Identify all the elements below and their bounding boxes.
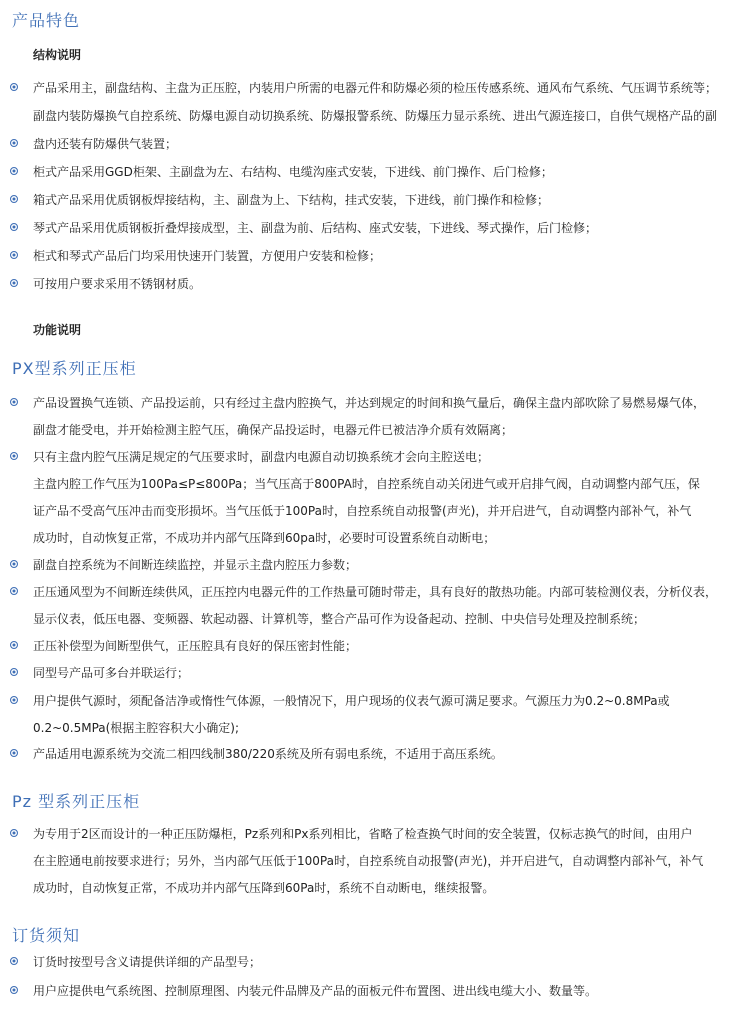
bullet-icon [10,398,18,406]
bullet-icon [10,195,18,203]
bullet-icon [10,829,18,837]
bullet-icon [10,641,18,649]
structure-label: 结构说明 [33,48,82,62]
pz-line: 成功时，自动恢复正常，不成功并内部气压降到60Pa时，系统不自动断电，继续报警。 [33,881,495,895]
bullet-icon [10,957,18,965]
feature-line: 产品采用主，副盘结构、主盘为正压腔，内装用户所需的电器元件和防爆必须的检压传感系统、通风布气系统、气压调节系统等； [33,81,718,95]
px-line: 只有主盘内腔气压满足规定的气压要求时，副盘内电源自动切换系统才会向主腔送电； [33,450,490,464]
bullet-icon [10,223,18,231]
features-heading: 产品特色 [12,11,81,30]
px-line: 产品适用电源系统为交流二相四线制380/220系统及所有弱电系统，不适用于高压系统。 [33,747,503,761]
px-line: 显示仪表，低压电器、变频器、软起动器、计算机等，整合产品可作为设备起动、控制、中央信号处理及控制系统； [33,612,646,626]
feature-line: 副盘内装防爆换气自控系统、防爆电源自动切换系统、防爆报警系统、防爆压力显示系统、进出气源连接口，自供气规格产品的副 [33,109,718,123]
bullet-icon [10,668,18,676]
feature-line: 可按用户要求采用不锈钢材质。 [33,277,202,291]
pz-line: 为专用于2区而设计的一种正压防爆柜，Pz系列和Px系列相比，省略了检查换气时间的安全装置，仅标志换气的时间，由用户 [33,827,693,841]
pz-line: 在主腔通电前按要求进行；另外，当内部气压低于100Pa时，自控系统自动报警(声光)，并开启进气，自动调整内部补气，补气 [33,854,704,868]
order-heading: 订货须知 [12,926,81,945]
px-line: 副盘才能受电，并开始检测主腔气压，确保产品投运时，电器元件已被洁净介质有效隔离； [33,423,514,437]
bullet-icon [10,167,18,175]
px-line: 正压补偿型为间断型供气，正压腔具有良好的保压密封性能； [33,639,358,653]
bullet-icon [10,139,18,147]
px-line: 同型号产品可多台并联运行； [33,666,190,680]
order-line: 用户应提供电气系统图、控制原理图、内装元件品牌及产品的面板元件布置图、进出线电缆大小、数量等。 [33,984,598,998]
feature-line: 柜式和琴式产品后门均采用快速开门装置，方便用户安装和检修； [33,249,382,263]
px-line: 主盘内腔工作气压为100Pa≤P≤800Pa；当气压高于800PA时，自控系统自动关闭进气或开启排气阀，自动调整内部气压，保 [33,477,700,491]
bullet-icon [10,452,18,460]
px-line: 成功时，自动恢复正常，不成功并内部气压降到60pa时，必要时可设置系统自动断电； [33,531,496,545]
pz-heading: Pz 型系列正压柜 [12,792,141,811]
bullet-icon [10,560,18,568]
bullet-icon [10,587,18,595]
bullet-icon [10,749,18,757]
px-line: 证产品不受高气压冲击而变形损坏。当气压低于100Pa时，自控系统自动报警(声光)，并开启进气，自动调整内部补气，补气 [33,504,692,518]
order-line: 订货时按型号含义请提供详细的产品型号； [33,955,262,969]
bullet-icon [10,696,18,704]
bullet-icon [10,986,18,994]
feature-line: 柜式产品采用GGD柜架、主副盘为左、右结构、电缆沟座式安装，下进线、前门操作、后门检修； [33,165,553,179]
px-line: 正压通风型为不间断连续供风，正压控内电器元件的工作热量可随时带走，具有良好的散热功能。内部可装检测仪表，分析仪表， [33,585,718,599]
feature-line: 箱式产品采用优质钢板焊接结构，主、副盘为上、下结构，挂式安装，下进线，前门操作和检修； [33,193,550,207]
bullet-icon [10,279,18,287]
px-line: 用户提供气源时，须配备洁净或惰性气体源，一般情况下，用户现场的仪表气源可满足要求。气源压力为0.2~0.8MPa或 [33,694,670,708]
px-line: 产品设置换气连锁、产品投运前，只有经过主盘内腔换气，并达到规定的时间和换气量后，确保主盘内部吹除了易燃易爆气体， [33,396,706,410]
function-label: 功能说明 [33,323,82,337]
px-line: 副盘自控系统为不间断连续监控，并显示主盘内腔压力参数； [33,558,358,572]
bullet-icon [10,251,18,259]
feature-line: 琴式产品采用优质钢板折叠焊接成型，主、副盘为前、后结构、座式安装，下进线、琴式操作，后门检修； [33,221,598,235]
bullet-icon [10,83,18,91]
px-line: 0.2~0.5MPa(根据主腔容积大小确定); [33,721,240,735]
feature-line: 盘内还装有防爆供气装置； [33,137,178,151]
px-heading: PX型系列正压柜 [12,359,137,378]
